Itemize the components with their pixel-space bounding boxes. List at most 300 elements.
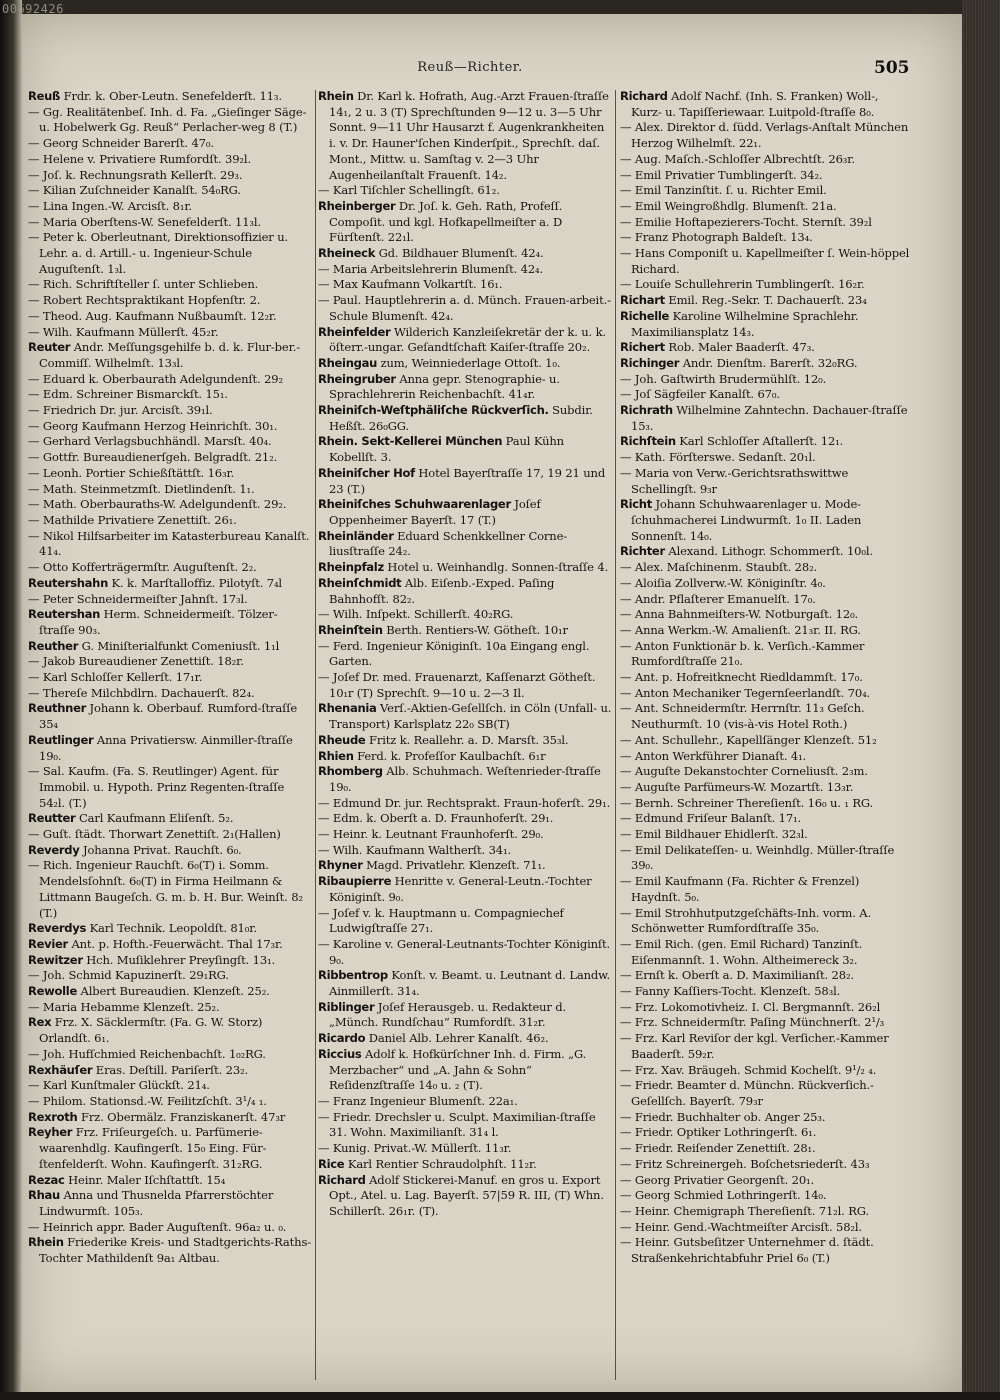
entry-surname: Rheinfelder [318,324,391,339]
entry-surname: Richart [620,293,665,308]
directory-entry [28,372,312,388]
directory-entry [28,1047,312,1063]
entry-surname: Rheinberger [318,198,396,213]
directory-entry [318,356,612,372]
entry-text: — Auguſte Dekanstochter Corneliusſt. 2₃m. [620,764,868,779]
entry-text: — Mathilde Privatiere Zenettiſt. 26₁. [28,512,237,527]
directory-entry [28,701,312,732]
entry-surname: Rheingau [318,355,377,370]
entry-text: — Max Kaufmann Volkartſt. 16₁. [318,277,503,292]
entry-text: — Ant. Schullehr., Kapellſänger Klenzeſt. 51₂ [620,732,877,747]
entry-text: — Maria Oberſtens-W. Senefelderſt. 11₃l. [28,214,261,229]
entry-text: — Ant. p. Hofreitknecht Riedldammſt. 17₀. [620,670,863,685]
directory-entry [318,796,612,812]
entry-text: Verſ.-Aktien-Geſellſch. in Cöln (Unfall- u. Transport) Karlsplatz 22₀ SB(T) [329,701,615,732]
directory-entry [318,497,612,528]
entry-text: — Kath. Förſterswe. Sedanſt. 20₁l. [620,450,816,465]
entry-text: — Helene v. Privatiere Rumfordſt. 39₂l. [28,151,251,166]
directory-entry [620,1000,912,1016]
directory-entry [620,623,912,639]
directory-entry [620,639,912,670]
directory-entry [28,434,312,450]
directory-entry [318,293,612,324]
column-rule [315,90,316,1380]
directory-entry [28,1125,312,1172]
entry-surname: Rheiniſcher Hof [318,465,415,480]
entry-text: — Anton Mechaniker Tegernſeerlandſt. 70₄. [620,685,871,700]
directory-entry [620,356,912,372]
entry-text: — Anton Funktionär b. k. Verſich.-Kammer Rumfordſtraſſe 21₀. [620,638,868,669]
directory-entry [28,482,312,498]
bottom-edge [0,1392,1000,1400]
directory-entry [28,827,312,843]
entry-text: — Heinr. k. Leutnant Fraunhoferſt. 29₀. [318,827,544,842]
entry-text: Adolf Nachf. (Inh. S. Franken) Woll-, Kurz- u. Tapiſſeriewaar. Luitpold-ſtraſſe 8₀. [631,89,882,119]
column-2 [318,89,615,1379]
directory-entry [318,403,612,434]
entry-text: — Jakob Bureaudiener Zenettiſt. 18₂r. [28,654,244,669]
entry-text: Hch. Muſiklehrer Preyſingſt. 13₁. [82,952,276,967]
directory-entry [318,1173,612,1220]
directory-entry [620,152,912,168]
entry-text: Adolf Stickerei-Manuf. en gros u. Export Opt., Atel. u. Lag. Bayerſt. 57|59 R. III, (T) Whn. Schillerſt. 26₁r. (T). [329,1172,608,1218]
directory-entry [318,325,612,356]
entry-text: — Karl Kunſtmaler Glückſt. 21₄. [28,1078,210,1093]
entry-text: — Heinr. Gend.-Wachtmeiſter Arcisſt. 58₂l. [620,1219,862,1234]
entry-text: — Emil Bildhauer Ehidlerſt. 32₃l. [620,827,808,842]
directory-entry [28,497,312,513]
entry-text: — Joh. Hufſchmied Reichenbachſt. 1₀₂RG. [28,1046,266,1061]
directory-entry [620,1188,912,1204]
directory-entry [28,513,312,529]
entry-text: Magd. Privatlehr. Klenzeſt. 71₁. [362,858,546,873]
entry-surname: Reuthner [28,701,87,716]
directory-entry [318,246,612,262]
entry-surname: Rhein. Sekt-Kellerei München [318,434,503,449]
entry-text: — Robert Rechtspraktikant Hopfenſtr. 2. [28,293,261,308]
entry-text: Alb. Eiſenb.-Exped. Paſing Bahnhofſt. 82₂. [329,575,558,606]
directory-entry [28,529,312,560]
directory-entry [620,701,912,732]
column-1 [28,89,312,1379]
entry-text: — Kilian Zuſchneider Kanalſt. 54₀RG. [28,183,241,198]
directory-entry [620,340,912,356]
directory-entry [620,1204,912,1220]
directory-entry [620,309,912,340]
entry-text: Anna gepr. Stenographie- u. Sprachlehrerin Reichenbachſt. 41₄r. [329,371,564,402]
entry-text: — Rich. Schriftſteller ſ. unter Schlieben. [28,277,259,292]
entry-text: Dr. Karl k. Hofrath, Aug.-Arzt Frauen-ſtraſſe 14₁, 2 u. 3 (T) Sprechſtunden 9—12 u. 3—5 Uhr Sonnt. 9—11 Uhr Hausarzt f. Augenkrankheiten i. v. Dr. Hauner'ſchen Kinderſpit., Sprechſt. daſ. Mont., Mittw. u. Samſtag v. 2—3 Uhr Augenheilanſtalt Frauenſt. 14₂. [329,89,613,182]
entry-text: — Wilh. Inſpekt. Schillerſt. 40₂RG. [318,607,514,622]
entry-surname: Rex [28,1015,52,1030]
entry-surname: Reutter [28,811,76,826]
directory-entry [28,686,312,702]
entry-surname: Rhyner [318,858,363,873]
entry-text: — Gottfr. Bureaudienerſgeh. Belgradſt. 21₂. [28,450,278,465]
directory-entry [28,654,312,670]
entry-text: Johann Schuhwaarenlager u. Mode-ſchuhmacherei Lindwurmſt. 1₀ II. Laden Sonnenſt. 14₀. [631,497,865,543]
directory-entry [620,1063,912,1079]
entry-text: — Emilie Hoftapezierers-Tocht. Sternſt. 39₂l [620,214,872,229]
catalog-stamp: 00692426 [2,2,64,16]
entry-text: — Wilh. Kaufmann Waltherſt. 34₁. [318,842,511,857]
directory-entry [620,968,912,984]
entry-text: — Peter k. Oberleutnant, Direktionsoffizier u. Lehr. a. d. Artill.- u. Ingenieur-Schule Auguſtenſt. 1₃l. [28,230,292,276]
entry-text: — Frz. Karl Reviſor der kgl. Verſicher.-Kammer Baaderſt. 59₂r. [620,1031,893,1061]
directory-entry [318,576,612,607]
entry-text: Joſef Herausgeb. u. Redakteur d. „Münch. Rundſchau“ Rumfordſt. 31₂r. [329,999,570,1030]
entry-text: Rob. Maler Baaderſt. 47₃. [664,340,815,355]
directory-entry [620,906,912,937]
directory-entry [620,1031,912,1062]
entry-text: — Heinr. Chemigraph Thereſienſt. 71₂l. RG. [620,1203,869,1218]
entry-surname: Revier [28,936,68,951]
entry-text: — Frz. Schneidermſtr. Paſing Münchnerſt. 2¹/₃ [620,1015,885,1030]
entry-text: — Hans Componiſt u. Kapellmeiſter ſ. Wein-höppel Richard. [620,246,913,276]
directory-entry [620,607,912,623]
entry-text: Eras. Deſtill. Pariſerſt. 23₂. [92,1062,249,1077]
entry-surname: Rhein [28,1235,64,1250]
directory-entry [318,1094,612,1110]
entry-surname: Rheineck [318,246,376,261]
entry-text: Fritz k. Reallehr. a. D. Marsſt. 35₃l. [365,732,569,747]
directory-entry [28,1015,312,1046]
entry-text: K. k. Marſtalloffiz. Pilotyſt. 7₄l [108,575,282,590]
entry-surname: Reverdy [28,842,80,857]
entry-text: — Edm. Schreiner Bismarckſt. 15₁. [28,387,228,402]
directory-entry [620,89,912,120]
directory-entry [620,544,912,560]
entry-text: — Franz Ingenieur Blumenſt. 22a₁. [318,1094,518,1108]
entry-surname: Rheiniſch-Weſtphäliſche Rückverſich. [318,403,549,418]
directory-entry [620,686,912,702]
entry-text: Alexand. Lithogr. Schommerſt. 10₀l. [664,544,873,559]
directory-entry [318,843,612,859]
directory-entry [620,827,912,843]
directory-entry [28,1235,312,1266]
directory-entry [28,843,312,859]
entry-text: — Eduard k. Oberbaurath Adelgundenſt. 29₂ [28,371,283,386]
entry-surname: Rhein [318,89,354,103]
entry-text: Karl Schloſſer Aſtallerſt. 12₁. [675,434,844,449]
entry-surname: Ribaupierre [318,874,392,889]
entry-surname: Rice [318,1156,345,1171]
directory-entry [620,749,912,765]
entry-text: Andr. Meſſungsgehilfe b. d. k. Flur-ber.-Commiſſ. Wilhelmſt. 13₃l. [39,340,300,370]
directory-entry [318,89,612,183]
entry-text: — Frz. Xav. Bräugeh. Schmid Kochelſt. 9¹/₂ ₄. [620,1062,877,1077]
directory-entry [28,1063,312,1079]
directory-entry [318,277,612,293]
entry-text: — Math. Steinmetzmſt. Dietlindenſt. 1₁. [28,481,255,496]
directory-entry [620,670,912,686]
entry-text: — Joſef v. k. Hauptmann u. Compagniechef Ludwigſtraſſe 27₁. [318,905,568,936]
directory-entry [620,387,912,403]
entry-text: — Otto Kofferträgermſtr. Auguſtenſt. 2₂. [28,560,257,575]
entry-text: — Louiſe Schullehrerin Tumblingerſt. 16₂r. [620,277,865,292]
entry-text: — Georg Schmied Lothringerſt. 14₀. [620,1188,827,1203]
entry-surname: Ribbentrop [318,968,388,983]
entry-surname: Rexhäuſer [28,1062,93,1077]
entry-text: — Karoline v. General-Leutnants-Tochter Königinſt. 9₀. [318,936,614,967]
directory-entry [620,1157,912,1173]
entry-text: — Auguſte Parfümeurs-W. Mozartſt. 13₃r. [620,779,854,794]
entry-text: Konſt. v. Beamt. u. Leutnant d. Landw. Ainmillerſt. 31₄. [329,968,614,999]
entry-text: Daniel Alb. Lehrer Kanalſt. 46₂. [365,1031,549,1046]
entry-text: — Karl Schloſſer Kellerſt. 17₁r. [28,670,203,685]
entry-text: — Wilh. Kaufmann Müllerſt. 45₂r. [28,324,219,339]
directory-entry [620,1141,912,1157]
entry-text: — Karl Tiſchler Schellingſt. 61₂. [318,183,500,198]
directory-entry [28,136,312,152]
entry-text: — Frz. Lokomotivheiz. I. Cl. Bergmannſt. 26₂l [620,999,881,1014]
entry-text: Ant. p. Hofth.-Feuerwächt. Thal 17₃r. [67,936,283,951]
entry-text: Frz. Friſeurgeſch. u. Parfümerie-waarenhdlg. Kaufingerſt. 15₀ Eing. Für-ſtenfelderſt. Wohn. Kaufingerſt. 31₂RG. [39,1125,267,1171]
entry-text: — Ernſt k. Oberſt a. D. Maximilianſt. 28₂. [620,968,854,983]
entry-text: Adolf k. Hofkürſchner Inh. d. Firm. „G. Merzbacher“ und „A. Jahn & Sohn“ Reſidenzſtraſſe 14₀ u. ₂ (T). [329,1046,590,1093]
directory-entry [318,1157,612,1173]
entry-text: Wilderich Kanzleiſekretär der k. u. k. öſterr.-ungar. Geſandtſchaft Kaiſer-ſtraſſe 20₂. [329,324,610,355]
entry-text: — Math. Oberbauraths-W. Adelgundenſt. 29₂. [28,497,287,512]
page-number: 505 [874,58,910,78]
directory-entry [620,1110,912,1126]
entry-text: — Aloiſia Zollverw.-W. Königinſtr. 4₀. [620,575,826,590]
directory-entry [620,497,912,544]
directory-entry [318,1047,612,1094]
directory-entry [318,1141,612,1157]
entry-surname: Reverdys [28,921,87,936]
directory-entry [620,230,912,246]
directory-entry [620,1220,912,1236]
directory-entry [28,277,312,293]
directory-entry [620,403,912,434]
entry-text: — Emil Weingroßhdlg. Blumenſt. 21a. [620,198,837,213]
entry-text: Dr. Joſ. k. Geh. Rath, Profeſſ. Compoſit. und kgl. Hofkapellmeiſter a. D Fürſtenſt. 22₁l. [329,198,566,245]
entry-text: — Edmund Friſeur Balanſt. 17₁. [620,811,802,826]
entry-text: — Friedr. Optiker Lothringerſt. 6₁. [620,1125,817,1140]
directory-entry [28,419,312,435]
entry-text: G. Miniſterialfunkt Comeniusſt. 1₁l [78,638,280,653]
directory-entry [318,827,612,843]
entry-text: — Edm. k. Oberſt a. D. Fraunhoferſt. 29₁. [318,811,554,826]
entry-surname: Rheiniſches Schuhwaarenlager [318,497,511,512]
entry-text: — Friedr. Reiſender Zenettiſt. 28₁. [620,1141,816,1156]
directory-entry [620,277,912,293]
entry-text: — Anton Werkführer Dianaſt. 4₁. [620,748,807,763]
entry-text: — Paul. Hauptlehrerin a. d. Münch. Frauen-arbeit.-Schule Blumenſt. 42₄. [318,293,611,323]
entry-text: Eduard Schenkkellner Corne-liusſtraſſe 24₂. [329,528,568,559]
directory-entry [318,529,612,560]
entry-text: Ferd. k. Profeſſor Kaulbachſt. 6₁r [353,748,546,763]
entry-text: — Friedr. Buchhalter ob. Anger 25₃. [620,1109,826,1124]
directory-entry [28,811,312,827]
entry-text: — Heinrich appr. Bader Auguſtenſt. 96a₂ u. ₀. [28,1219,287,1234]
entry-text: — Lina Ingen.-W. Arcisſt. 8₁r. [28,198,192,213]
directory-entry [28,1000,312,1016]
entry-text: — Andr. Pflaſterer Emanuelſt. 17₀. [620,591,816,606]
entry-text: Karl Rentier Schraudolphſt. 11₂r. [344,1156,537,1171]
directory-entry [28,984,312,1000]
entry-text: — Nikol Hilfsarbeiter im Katasterbureau Kanalſt. 41₄. [28,528,313,559]
entry-surname: Rheinſchmidt [318,575,402,590]
entry-text: — Franz Photograph Baldeſt. 13₄. [620,230,813,245]
entry-surname: Riblinger [318,999,375,1014]
entry-text: — Heinr. Gutsbeſitzer Unternehmer d. ſtädt. Straßenkehrichtabfuhr Priel 6₀ (T.) [620,1235,878,1266]
directory-entry [28,607,312,638]
entry-text: — Gerhard Verlagsbuchhändl. Marsſt. 40₄. [28,434,272,449]
directory-entry [318,906,612,937]
directory-entry [318,1110,612,1141]
entry-text: — Georg Kaufmann Herzog Heinrichſt. 30₁. [28,418,278,433]
entry-surname: Rheude [318,732,366,747]
directory-entry [620,1015,912,1031]
entry-surname: Rewitzer [28,952,83,967]
entry-surname: Rexroth [28,1109,78,1124]
entry-surname: Riccius [318,1046,362,1061]
directory-entry [318,749,612,765]
directory-entry [28,403,312,419]
entry-surname: Richrath [620,403,673,418]
entry-text: — Maria von Verw.-Gerichtsrathswittwe Schellingſt. 9₃r [620,465,852,496]
directory-entry [28,968,312,984]
entry-surname: Reuter [28,340,71,355]
directory-entry [28,215,312,231]
directory-entry [620,874,912,905]
entry-surname: Richard [318,1172,366,1187]
entry-surname: Richter [620,544,665,559]
directory-entry [620,450,912,466]
entry-text: Karl Technik. Leopoldſt. 81₀r. [86,921,257,936]
directory-entry [620,780,912,796]
entry-surname: Rhien [318,748,354,763]
entry-surname: Rheinſtein [318,622,383,637]
entry-text: — Maria Hebamme Klenzeſt. 25₂. [28,999,220,1014]
entry-text: — Friedrich Dr. jur. Arcisſt. 39₁l. [28,403,213,418]
entry-surname: Richt [620,497,652,512]
entry-text: — Edmund Dr. jur. Rechtsprakt. Fraun-hoferſt. 29₁. [318,795,611,810]
entry-text: — Fanny Kaſſiers-Tocht. Klenzeſt. 58₃l. [620,984,841,999]
directory-entry [318,937,612,968]
entry-surname: Richert [620,340,665,355]
directory-entry [318,968,612,999]
entry-text: — Theod. Aug. Kaufmann Nußbaumſt. 12₂r. [28,308,277,323]
entry-text: — Anna Werkm.-W. Amalienſt. 21₃r. II. RG. [620,622,861,637]
entry-text: zum, Weinniederlage Ottoſt. 1₀. [377,355,561,370]
entry-text: — Anna Bahnmeiſters-W. Notburgaſt. 12₀. [620,607,859,622]
directory-entry [318,733,612,749]
directory-entry [28,1220,312,1236]
directory-entry [28,592,312,608]
directory-entry [620,811,912,827]
entry-surname: Rewolle [28,984,77,999]
directory-entry [620,120,912,151]
directory-entry [28,387,312,403]
entry-text: — Fritz Schreinergeh. Boſchetsriederſt. 43₃ [620,1156,870,1171]
directory-entry [620,560,912,576]
entry-text: — Gg. Realitätenbeſ. Inh. d. Fa. „Gieſinger Säge- u. Hobelwerk Gg. Reuß“ Perlacher-weg 8 (T.) [28,104,310,135]
entry-text: — Emil Rich. (gen. Emil Richard) Tanzinſt. Eiſenmannſt. 1. Wohn. Altheimereck 3₂. [620,936,866,967]
entry-text: Anna Privatiersw. Ainmiller-ſtraſſe 19₀. [39,732,297,763]
directory-entry [28,733,312,764]
entry-text: — Georg Privatier Georgenſt. 20₁. [620,1172,815,1187]
entry-surname: Rhomberg [318,764,383,779]
entry-text: Gd. Bildhauer Blumenſt. 42₄. [375,246,544,261]
directory-entry [28,168,312,184]
entry-text: — Thereſe Milchbdlrn. Dachauerſt. 82₄. [28,685,255,700]
directory-entry [620,937,912,968]
entry-text: — Aug. Maſch.-Schloſſer Albrechtſt. 26₃r. [620,151,855,166]
directory-entry [28,450,312,466]
directory-entry [28,858,312,921]
entry-text: — Joſ Sägfeiler Kanalſt. 67₀. [620,387,780,402]
entry-text: — Joſef Dr. med. Frauenarzt, Kaſſenarzt Götheſt. 10₁r (T) Sprechſt. 9—10 u. 2—3 Il. [318,670,599,700]
directory-entry [28,199,312,215]
directory-entry [318,560,612,576]
directory-entry [318,1000,612,1031]
entry-text: Joſef Oppenheimer Bayerſt. 17 (T.) [329,497,545,527]
directory-entry [28,953,312,969]
directory-entry [620,246,912,277]
column-rule [615,90,616,1380]
entry-text: Frdr. k. Ober-Leutn. Senefelderſt. 11₃. [60,89,282,103]
directory-entry [28,183,312,199]
directory-entry [28,1173,312,1189]
entry-surname: Richinger [620,355,680,370]
entry-surname: Rezac [28,1172,65,1187]
directory-entry [28,1110,312,1126]
directory-entry [28,1188,312,1219]
entry-surname: Richelle [620,308,670,323]
entry-text: — Rich. Ingenieur Rauchſt. 6₀(T) i. Somm. Mendelsſohnſt. 6₀(T) in Firma Heilmann & Littmann Baugeſch. G. m. b. H. Bur. Weinſt. 8₂ (T.) [28,858,307,920]
directory-entry [28,1078,312,1094]
entry-surname: Richard [620,89,668,103]
entry-text: — Ferd. Ingenieur Königinſt. 10a Eingang engl. Garten. [318,638,593,669]
entry-text: Heinr. Maler Iſchſtattſt. 15₄ [64,1172,226,1187]
directory-entry [620,733,912,749]
entry-text: Emil. Reg.-Sekr. T. Dachauerſt. 23₄ [664,293,867,308]
directory-entry [28,293,312,309]
directory-entry [620,199,912,215]
directory-entry [28,670,312,686]
directory-entry [28,764,312,811]
directory-entry [318,874,612,905]
directory-entry [28,325,312,341]
entry-surname: Reutershan [28,607,101,622]
directory-entry [318,764,612,795]
directory-entry [318,607,612,623]
entry-text: — Philom. Stationsd.-W. Feilitzſchſt. 3¹/₄ ₁. [28,1094,267,1108]
entry-text: Karoline Wilhelmine Sprachlehr. Maximiliansplatz 14₃. [631,308,862,339]
entry-text: — Emil Delikateſſen- u. Weinhdlg. Müller-ſtraſſe 39₀. [620,842,898,873]
entry-text: Albert Bureaudien. Klenzeſt. 25₂. [76,984,270,999]
directory-entry [620,576,912,592]
entry-text: — Emil Kaufmann (Fa. Richter & Frenzel) Haydnſt. 5₀. [620,874,863,904]
entry-text: Friederike Kreis- und Stadtgerichts-Raths-Tochter Mathildenſt 9a₁ Altbau. [39,1235,311,1266]
entry-surname: Rhenania [318,701,377,716]
directory-entry [318,670,612,701]
directory-entry [28,105,312,136]
directory-entry [620,1078,912,1109]
directory-entry [620,984,912,1000]
column-3 [620,89,912,1379]
directory-entry [620,466,912,497]
entry-surname: Reuther [28,638,79,653]
directory-entry [318,199,612,246]
directory-entry [28,937,312,953]
entry-text: Andr. Dienſtm. Barerſt. 32₀RG. [679,355,858,370]
directory-entry [28,152,312,168]
entry-surname: Reuß [28,89,61,103]
